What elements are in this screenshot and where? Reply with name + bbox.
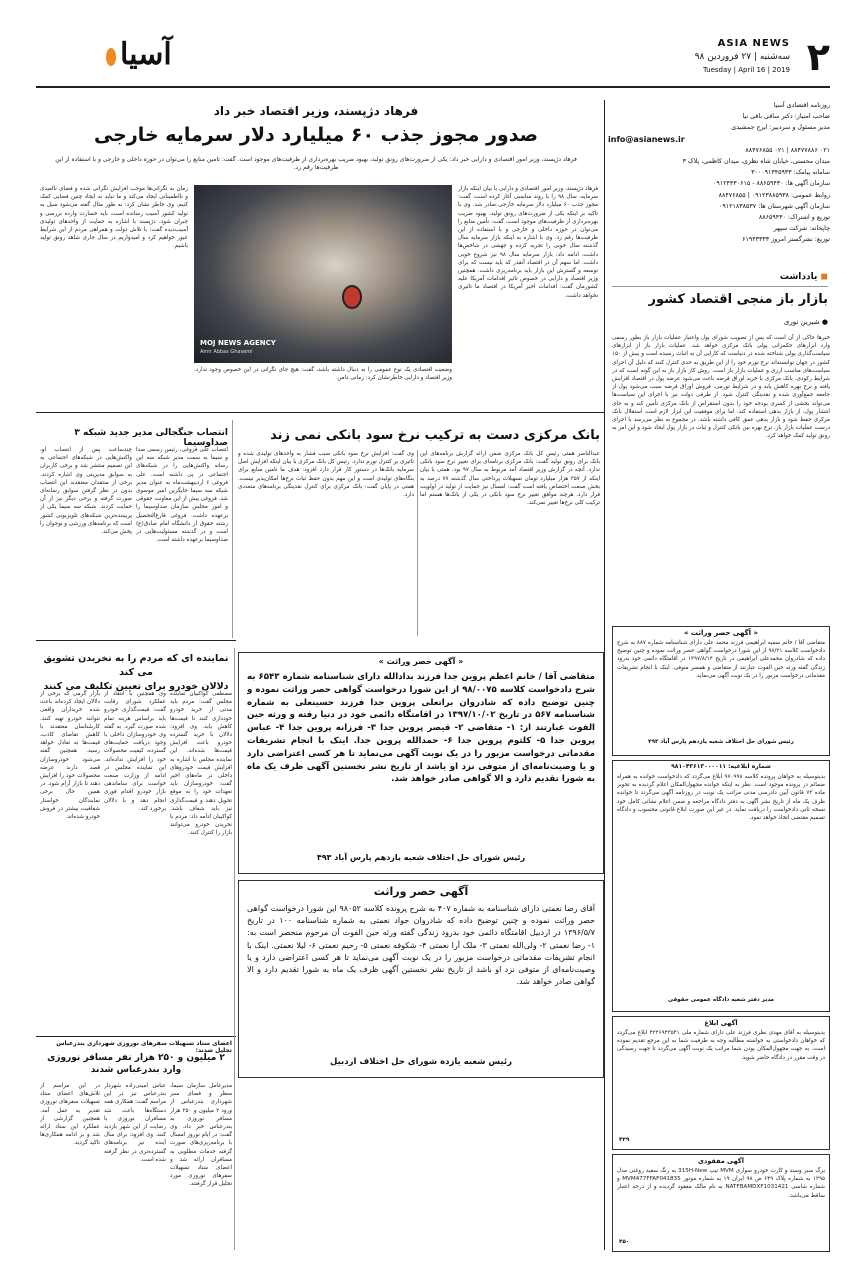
ad2-sign: رئیس شعبه یازده شورای حل اختلاف اردبیل — [329, 1057, 512, 1067]
ad1-body: متقاضی آقا / خانم اعظم پروین جدا فرزند بدادالله دارای شناسنامه شماره ۶۵۴۳ به شرح دادخواست کلاسه ۹۸/۰۰۷۵ از این شورا درخواست گواهی حصر وراثت نموده و چنین توضیح داده که شادروان براتعلی پروین جدا فرزند حسینعلی به شماره شناسنامه ۵۶۷ در تاریخ ۱۳۹۷/۱۰/۰۲ در اقامتگاه دائمی خود در دنیا رفته و ورثه حین الفوت عبارتند از: ۱- متقاضی ۲- قیصر پروین جدا ۳- فرزانه پروین جدا ۴- عباس پروین جدا ۵- کلثوم پروین جدا ۶- حمدالله پروین جدا. اینک با انجام تشریفات مقدماتی درخواست مزبور را در یک نوبت آگهی می‌نماید تا هر کسی اعتراضی دارد و یا وصیت‌نامه‌ای از متوفی نزد او باشد از تاریخ نشر نخستین آگهی ظرف یک ماه به شورا تقدیم دارد و الا گواهی صادر خواهد شد. — [247, 672, 595, 785]
info-line: چاپخانه: شرکت سپهر — [773, 225, 830, 233]
cars-col-left: بازار گرمی که برخی از دلالان ایجاد کرده‌اند باعث شده خریداران واقعی نتوانند خودرو تهیه کنند. کارشناسان معتقدند با کاهش تقاضای کاذب، قیمت‌ها به تعادل خواهد رسید. همچنین گفته می‌شود خودروسازان قصد دارند عرضه محصولات خود را افزایش دهند تا بازار آرام شود. در همین حال برخی نمایندگان خواستار شفافیت بیشتر در فروش خودرو شده‌اند. — [40, 691, 100, 821]
lead-lede: فرهاد دژپسند، وزیر امور اقتصادی و دارایی خبر داد: یکی از ضرورت‌های رونق تولید، بهبود ضریب بهره‌برداری از ظرفیت‌های موجود است. گفت: تأمین منابع را می‌توان در حوزه داخلی و خارجی و با استفاده از این ظرفیت‌ها رقم زد. — [55, 156, 577, 172]
ad4-title: شماره ابلاغیه: ۹۸۱۰۴۳۶۱۳۰۰۰۰۱۱ — [671, 763, 771, 770]
info-line: روابط عمومی: ۰۹۱۲۳۸۸۵۹۳۸ | ۸۸۴۷۶۸۵۵ — [718, 191, 830, 199]
jangali-col-left: چندساعت پس از انتصاب او، واکنش‌هایی در شبکه‌های اجتماعی به این تصمیم منتشر شد و برخی کاربران به سوابق مدیریتی وی اشاره کردند. برخی از منتقدان معتقدند این انتصاب بدون در نظر گرفتن سوابق رسانه‌ای صورت گرفته و برخی دیگر نیز از آن حمایت کردند. شبکه سه سیما یکی از پربیننده‌ترین شبکه‌های تلویزیونی کشور است که برنامه‌های ورزشی و نوجوان را پخش می‌کند. — [40, 447, 132, 536]
ad2-title: آگهی حصر وراثت — [373, 885, 469, 898]
travel-col-right: مدیرعامل سازمان سیما، منظر و فضای سبز شهرداری بندرعباس از ورود ۲ میلیون و ۲۵۰ هزار مسافر نوروزی به بندرعباس خبر داد. وی گفت: در ایام نوروز امسال با برنامه‌ریزی‌های صورت گرفته خدمات مطلوبی به مسافران ارائه شد و اعضای ستاد تسهیلات سفرهای نوروزی مورد تجلیل قرار گرفتند. — [170, 1083, 232, 1188]
note-bullet-icon: ◼ — [817, 272, 828, 282]
info-email[interactable]: info@asianews.ir — [608, 134, 685, 144]
travel-headline: ۲ میلیون و ۲۵۰ هزار نفر مسافر نوروزی وارد بندرعباس شدند — [47, 1053, 225, 1075]
sidebar-divider — [604, 100, 605, 1250]
author-bullet-icon: ● — [819, 318, 828, 326]
ad5-body: بدینوسیله به آقای مهدی نظری فرزند علی دارای شماره ملی ۴۲۲۶۹۴۳۵۴۱ ابلاغ می‌گردد که خواهان دادخواستی به خواسته مطالبه وجه به طرفیت شما به این مرجع تقدیم نموده است. به جهت مجهول‌المکان بودن شما مراتب یک نوبت آگهی می‌گردد تا جهت رسیدگی در وقت مقرر در دادگاه حاضر شوید. — [617, 1030, 825, 1061]
ad-notice-4 — [612, 760, 830, 1012]
bank-headline: بانک مرکزی دست به ترکیب نرخ سود بانکی نمی زند — [270, 428, 600, 443]
story-divider — [232, 420, 233, 638]
note-body: خبرها حاکی از آن است که پس از تصویب شورای پول واعتبار عملیات بازار باز بطور رسمی وارد ابزارهای حکمرانی پولی بانک مرکزی خواهد شد. عملیات بازار باز از ابزارهای سیاست‌گذاری پولی شناخته شده در دنیاست که کارایی آن به اثبات رسیده است و بیش از ۱۵۰ کشور در جهان توانسته‌اند نرخ تورم خود را از این طریق به حدی کنترل کنند که دلیل آن اجرای سیاست‌های مناسب ارزی و عملیات بازار باز است. روش کار بازار باز به این گونه است که در شرایط رکودی، بانک مرکزی با خرید اوراق قرضه باعث می‌شود عرضه پول در اقتصاد افزایش یافته و نرخ بهره کاهش یابد و در شرایط تورمی، فروش اوراق قرضه سبب می‌شود پول از جامعه جمع‌آوری شده و نقدینگی کنترل شود. از طرفی دولت نیز با اجرای این سیاست‌ها می‌تواند بخشی از کسری بودجه خود را بدون استقراض از بانک مرکزی تأمین کند و به جای انتشار پول، از بازار بدهی استفاده کند. اما برای موفقیت این ابزار لازم است استقلال بانک مرکزی حفظ شود و بازار بدهی عمق کافی داشته باشد. در مجموع به نظر می‌رسد با اجرای درست عملیات بازار باز، نرخ بهره بین بانکی کنترل و ثبات در بازار پول ایجاد شود و این امر به رونق تولید کمک خواهد کرد. — [612, 335, 830, 440]
jangali-headline: انتصاب جنگجالی مدیر جدید شبکه ۳ صداوسیما — [74, 428, 228, 448]
info-line: ۰۲۱ ۸۸۴۷۷۸۸۶ | ۰۲۱ ۸۸۴۷۶۸۵۵ — [745, 146, 830, 154]
ad1-sign: رئیس شورای حل اختلاف شعبه یازدهم پارس آباد ۴۹۳ — [316, 853, 526, 862]
info-line: توزیع و اشتراک: ۸۸۶۵۹۴۳۰ — [758, 214, 830, 222]
ad6-body: برگ سبز وسند و کارت خودرو سواری MVM تیپ 315H-New به رنگ سفید روغنی مدل ۱۳۹۵ به شماره پلاک ۶۴۹ ص ۹۸ ایران ۱۹ به شماره موتور MVM477FFAF041835 و شماره شاسی NATFBAMDXF1031421 به نام مالک مفقود گردیده و از درجه اعتبار ساقط می‌باشد. — [617, 1168, 825, 1199]
mid-rule — [36, 640, 236, 641]
masthead — [36, 36, 830, 82]
cars-col-mid: وی همچنین با انتقاد از عملکرد شورای رقابت گفت: قیمت‌گذاری خودرو باید براساس هزینه تمام شده صورت گیرد. به گفته وی خودروسازان داخلی با وجود دریافت حمایت‌های گسترده، کیفیت محصولات خود را افزایش نداده‌اند. این نماینده مجلس در ادامه از وزارت صنعت خواست برای ساماندهی بازار خودرو اقدام فوری انجام دهد و با دلالان برخورد کند. — [104, 691, 166, 812]
ad5-title: آگهی ابلاغ — [704, 1019, 738, 1027]
photo-credit: MOJ NEWS AGENCY — [200, 339, 276, 347]
cars-headline: نماینده ای که مردم را به نخریدن تشویق می کند دلالان خودرو برای تعیین تکلیف می کنند — [43, 653, 229, 692]
travel-rule — [36, 1036, 236, 1037]
ad2-body: آقای رضا نعمتی دارای شناسنامه به شماره ۴۰۷ به شرح پرونده کلاسه ۹۸۰۵۲ این شورا درخواست گواهی حصر وراثت نموده و چنین توضیح داده که شادروان جواد نعمتی به شماره شناسنامه ۱۰۰ در تاریخ ۱۳۹۶/۵/۷ در اردبیل اقامتگاه دائمی خود بدرود زندگی گفته ورثه حین الفوت آن مرحوم منحصر است به: ۱- رضا نعمتی ۲- ولی‌الله نعمتی ۳- ملک آرا نعمتی ۴- شکوفه نعمتی ۵- رحیم نعمتی ۶- لیلا نعمتی. اینک با انجام تشریفات مقدماتی درخواست مزبور را در یک نوبت آگهی می‌نماید تا هر کسی اعتراضی دارد و یا وصیت‌نامه‌ای از متوفی نزد او باشد از تاریخ نشر نخستین آگهی ظرف یک ماه به شورا تقدیم دارد و الا گواهی صادر خواهد شد. — [247, 904, 595, 987]
ad-notice-5 — [612, 1016, 830, 1150]
date-fa: سه‌شنبه | ۲۷ فروردین ۹۸ — [694, 52, 790, 62]
photo-credit-2: Amir Abbas Ghasemi — [200, 349, 253, 355]
ad1-title: « آگهی حصر وراثت » — [378, 657, 464, 666]
photo-caption: وضعیت اقتصادی یک نوع عمومی را به دنبال داشته باشد، گفت: هیچ جای نگرانی در این خصوص وجود ندارد. وزیر اقتصاد و دارایی خاطرنشان کرد: زمانی دامن — [194, 367, 452, 382]
minister-photo — [194, 185, 452, 363]
note-author — [700, 318, 828, 326]
lead-kicker: فرهاد دژپسند، وزیر اقتصاد خبر داد — [213, 104, 419, 118]
lead-headline: صدور مجوز جذب ۶۰ میلیارد دلار سرمایه خارجی — [93, 124, 539, 146]
ad6-sign: ۴۵۰ — [619, 1239, 630, 1245]
note-rule — [612, 286, 828, 287]
ad5-sign: ۴۴۹ — [619, 1137, 630, 1143]
ad-lost-6 — [612, 1154, 830, 1252]
ad-inheritance-3 — [612, 626, 830, 756]
ad6-title: آگهی مفقودی — [698, 1157, 744, 1165]
date-en: Tuesday | April 16 | 2019 — [702, 66, 790, 74]
travel-col-mid: عباس امینی‌زاده شهردار بندرعباس نیز در این مراسم گفت: همکاری همه دستگاه‌ها باعث شد مسافران نوروزی با رضایت از این شهر بازدید کنند. وی افزود: برای سال آینده نیز برنامه‌های گسترده‌تری در نظر گرفته شده است. — [104, 1083, 166, 1163]
note-section-label — [700, 272, 828, 282]
ad4-sign: مدیر دفتر شعبه دادگاه عمومی حقوقی — [667, 997, 775, 1003]
page-number: ۲ — [806, 35, 830, 79]
info-box — [608, 100, 830, 252]
paper-name-en: ASIA NEWS — [717, 38, 790, 49]
info-line: سازمان آگهی ها: ۸۸۶۵۹۴۳۰ - ۰۹۱۲۴۴۳۰۶۱۵ — [713, 180, 830, 188]
ad-inheritance-1 — [238, 652, 604, 874]
ad3-body: متقاضی آقا / خانم سمیه ابراهیمی فرزند محمد علی دارای شناسنامه شماره ۸۸۷ به شرح دادخواست کلاسه ۹۸/۲۱ از این شورا درخواست گواهی حصر وراثت نموده و چنین توضیح داده که شادروان محمدعلی ابراهیمی در تاریخ ۱۳۹۷/۸/۱۴ در اقامتگاه دائمی خود بدرود زندگی گفته ورثه حین الفوت عبارتند از متقاضی و همسر متوفی. اینک با انجام تشریفات مقدماتی درخواست مزبور را در یک نوبت آگهی می‌نماید. — [617, 640, 825, 679]
ad-inheritance-2 — [238, 880, 604, 1078]
ad4-body: بدینوسیله به خواهان پرونده کلاسه ۹۷۰۹۹۸ ابلاغ می‌گردد که دادخواست خوانده به همراه ضمائم در پرونده موجود است. نظر به اینکه خوانده مجهول‌المکان اعلام گردیده به تجویز ماده ۷۳ قانون آیین دادرسی مدنی مراتب یک نوبت در روزنامه آگهی می‌گردد تا خوانده ظرف یک ماه از تاریخ نشر آگهی به دفتر دادگاه مراجعه و ضمن اعلام نشانی کامل خود نسخه ثانی دادخواست را دریافت نماید. در غیر این صورت ابلاغ قانونی محسوب و دادگاه تصمیم مقتضی اتخاذ خواهد نمود. — [617, 774, 825, 822]
lead-bottom-rule — [36, 412, 604, 413]
note-headline: بازار باز منجی اقتصاد کشور — [648, 292, 828, 307]
logo-mark — [106, 48, 116, 66]
bank-col-left: وی گفت: افزایش نرخ سود بانکی سبب فشار به واحدهای تولیدی شده و تاثیری بر کنترل تورم ندارد. رئیس کل بانک مرکزی با بیان اینکه افزایش اصل سرمایه بانک‌ها در دستور کار قرار دارد افزود: هدف ما تامین منابع برای بنگاه‌های تولیدی است و این مهم بدون حفظ ثبات نرخ‌ها امکان‌پذیر نیست. همتی در پایان گفت: بانک مرکزی برای کنترل نقدینگی برنامه‌های متعددی دارد. — [238, 451, 414, 499]
info-line: سامانه پیامک: ۳۰۰۰۹۱۳۴۵۹۳۳ — [751, 169, 830, 177]
info-line: میدان محسنی، خیابان شاه نظری، میدان کاظمی، پلاک ۳ — [682, 158, 830, 166]
info-line: توزیع: نشرگستر امروز ۶۱۹۴۳۳۳۳ — [742, 236, 830, 244]
bank-col-right: عبدالناصر همتی رئیس کل بانک مرکزی ضمن ارائه گزارش برنامه‌های این بانک برای رونق تولید گفت: بانک مرکزی برنامه‌ای برای تغییر نرخ سود بانکی ندارد. آنچه در گزارش وزیر اقتصاد آمد مربوط به سال ۹۷ بود. همتی با بیان اینکه از ۳۵۷ هزار میلیارد تومان تسهیلات پرداختی سال گذشته ۷۷ درصد به بخش صنعت اختصاص یافته است گفت: امسال نیز حمایت از تولید در اولویت قرار دارد. هرچند موافق تغییر نرخ سود بانکی در یکی از بانک‌ها هستم اما ترکیب کلی نرخ‌ها تغییر نمی‌کند. — [420, 451, 600, 507]
masthead-rule — [36, 86, 830, 88]
left-column-divider — [234, 648, 235, 1250]
travel-kicker: اعضای ستاد تسهیلات سفرهای نوروزی شهرداری بندرعباس تجلیل شدند: — [56, 1040, 232, 1054]
note-section-text: یادداشت — [779, 272, 818, 282]
travel-col-left: در این مراسم از تلاش‌های اعضای ستاد تسهیلات سفرهای نوروزی تقدیر به عمل آمد. همچنین گزارشی از عملکرد این ستاد ارائه شد و بر ادامه همکاری‌ها تاکید گردید. — [40, 1083, 100, 1147]
bank-col-divider — [417, 450, 418, 636]
info-line: سازمان آگهی شهرستان ها: ۰۹۱۲۱۸۳۸۵۳۷ — [718, 202, 830, 210]
ad3-title: « آگهی حصر وراثت » — [683, 629, 759, 637]
lead-col-right: فرهاد دژپسند، وزیر امور اقتصادی و دارایی با بیان اینکه بازار سرمایه، سال ۹۸ را با روند مناسبی آغاز کرده است، گفت: مجوز جذب ۶۰ میلیارد دلار سرمایه خارجی صادر شد. وی با تاکید بر اینکه یکی از ضرورت‌های رونق تولید، بهبود ضریب بهره‌برداری از ظرفیت‌های موجود است، گفت: تأمین منابع را می‌توان در حوزه داخلی و خارجی و با استفاده از این ظرفیت‌ها رقم زد. وی با اشاره به اینکه بازار سرمایه سال گذشته سال خوبی را تجربه کرده و جهشی در شاخص‌ها داشت، ادامه داد: بازار سرمایه سال ۹۸ نیز شروع خوبی داشت. اما سهم آن در اقتصاد آنقدر که باید نیست که برای توسعه و گسترش این بازار باید برنامه‌ریزی داشت. همچنین وزیر اقتصاد و دارایی در خصوص تاثیر اقدامات آمریکا علیه کشورمان گفت: اقدامات اخیر آمریکا در اقتصاد ما تاثیری نخواهد داشت. — [458, 186, 598, 299]
info-line: روزنامه اقتصادی آسیا — [773, 102, 830, 109]
cars-col-right: مصطفی کواکبیان نماینده مجلس گفت: مردم باید مدتی از خرید خودرو خودداری کنند تا قیمت‌ها کاهش یابد. وی افزود: دلالان با خرید گسترده خودرو باعث افزایش قیمت‌ها شده‌اند. این نماینده مجلس با اشاره به افزایش قیمت خودروهای داخلی در ماه‌های اخیر گفت: خودروسازان باید تعهدات خود را به موقع تحویل دهند و قیمت‌گذاری نیز باید شفاف باشد. کواکبیان ادامه داد: مردم با نخریدن خودرو می‌توانند بازار را کنترل کنند. — [170, 691, 232, 837]
note-author-name: شیرین نوری — [783, 318, 820, 326]
ad3-sign: رئیس شورای حل اختلاف شعبه یازدهم پارس آباد ۴۹۳ — [648, 739, 794, 745]
logo: آسیا — [120, 37, 172, 72]
info-line: صاحب امتیاز: دکتر ساقی باقی نیا — [742, 113, 830, 121]
microphone-icon — [342, 285, 362, 309]
lead-col-left: زمان به نگرانی‌ها موجب افزایش نگرانی شده و فضای ناامیدی و نااطمینانی ایجاد می‌کند و ما نباید به ایجاد چنین فضایی کمک کنیم. وی خاطر نشان کرد: به طور مثال گفته می‌شود سیل به تولید کشور آسیب رسانده است، باید خسارت وارده بررسی و جبران شود. دژپسند با اشاره به حمایت از واحدهای تولیدی آسیب‌دیده گفت: با تلاش دولت و همراهی مردم از این شرایط عبور خواهیم کرد و امیدواریم در سال جاری شاهد رونق تولید باشیم. — [40, 186, 188, 250]
info-line: مدیر مسئول و سردبیر: ایرج جمشیدی — [731, 124, 830, 132]
jangali-col-right: انتصاب علی فروغی، رئیس رسمی صدا و سیما به سمت مدیر شبکه سه این رسانه واکنش‌هایی را در شبکه‌های اجتماعی در پی داشته است. علی فروغی ۶ اردیبهشت‌ماه به عنوان مدیر شبکه سه سیما جایگزین امیر موسوی شد. فروغی پیش از این معاونت حقوقی و امور مجلس سازمان صداوسیما را برعهده داشت. فروغی فارغ‌التحصیل رشته حقوق از دانشگاه امام صادق(ع) است و در گذشته مسئولیت‌هایی در صداوسیما برعهده داشته است. — [136, 447, 228, 544]
